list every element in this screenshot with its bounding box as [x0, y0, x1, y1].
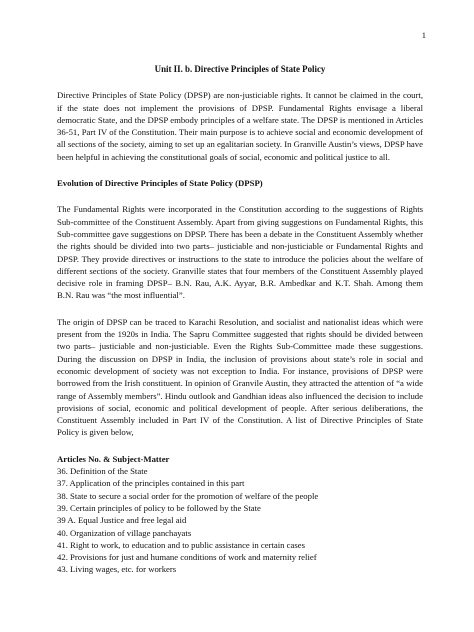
list-item: 40. Organization of village panchayats [57, 527, 192, 538]
list-item: 37. Application of the principles contained in this part [57, 478, 245, 489]
list-item: 38. State to secure a social order for the promotion of welfare of the people [57, 490, 319, 501]
articles-list [57, 465, 423, 576]
articles-heading: Articles No. & Subject-Matter [57, 453, 170, 464]
evolution-heading: Evolution of Directive Principles of State Policy (DPSP) [57, 178, 263, 189]
list-item: 39 A. Equal Justice and free legal aid [57, 515, 187, 526]
list-item: 43. Living wages, etc. for workers [57, 564, 177, 575]
spacer [57, 163, 423, 177]
intro-paragraph: Directive Principles of State Policy (DPSP) are non-justiciable rights. It cannot be claimed in the court, if the state does not implement the provisions of DPSP. Fundamental Rights envisage a liberal democratic State, and the DPSP embody principles of a welfare state. The DPSP is mentioned in Articles 36-51, Part IV of the Constitution. Their main purpose is to achieve social and economic development of all sections of the society, aiming to set up an egalitarian society. In Granville Austin’s views, DPSP have been helpful in achieving the constitutional goals of social, economic and political justice to all. [57, 90, 423, 162]
document-title: Unit II. b. Directive Principles of State Policy [154, 64, 326, 74]
spacer [57, 302, 423, 316]
document-body [57, 63, 423, 576]
spacer [57, 189, 423, 203]
list-item: 39. Certain principles of policy to be followed by the State [57, 502, 261, 513]
evolution-paragraph-1: The Fundamental Rights were incorporated in the Constitution according to the suggestions of Rights Sub-committee of the Constituent Assembly. Apart from giving suggestions on Fundamental Rights, this Sub-committee gave suggestions on DPSP. There has been a debate in the Constituent Assembly whether the rights should be divided into two parts– justiciable and non-justiciable or Fundamental Rights and DPSP. They provide directives or instructions to the state to introduce the policies about the welfare of different sections of the society. Granville states that four members of the Constituent Assembly played decisive role in framing DPSP– B.N. Rau, A.K. Ayyar, B.R. Ambedkar and K.T. Shah. Among them B.N. Rau was “the most influential”. [57, 204, 423, 301]
page-number: 1 [421, 30, 426, 40]
list-item: 36. Definition of the State [57, 466, 148, 477]
list-item: 42. Provisions for just and humane conditions of work and maternity relief [57, 552, 317, 563]
spacer [57, 439, 423, 453]
list-item: 41. Right to work, to education and to public assistance in certain cases [57, 539, 306, 550]
evolution-paragraph-2: The origin of DPSP can be traced to Karachi Resolution, and socialist and nationalist ideas which were present from the 1920s in India. The Sapru Committee suggested that rights should be divided between two parts– justiciable and non-justiciable. Even the Rights Sub-Committee made these suggestions. During the discussion on DPSP in India, the inclusion of provisions about state’s role in social and economic development of society was not exception to India. For instance, provisions of DPSP were borrowed from the Irish constituent. In opinion of Granvile Austin, they attracted the attention of “a wide range of Assembly members”. Hindu outlook and Gandhian ideas also influenced the decision to include provisions of social, economic and political development of people. After serious deliberations, the Constituent Assembly included in Part IV of the Constitution. A list of Directive Principles of State Policy is given below, [57, 316, 423, 438]
